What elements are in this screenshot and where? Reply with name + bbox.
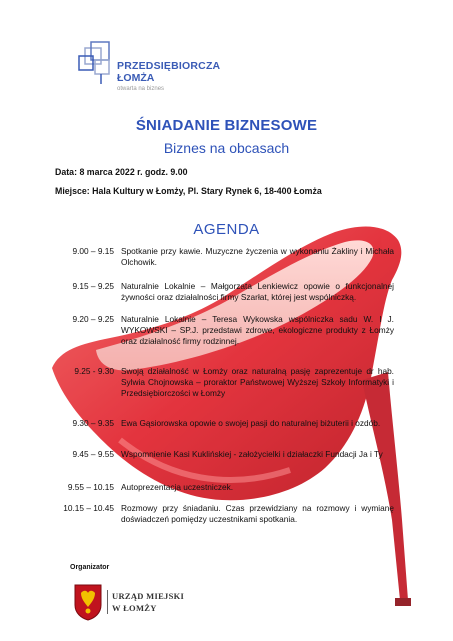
logo-tagline: otwarta na biznes bbox=[117, 86, 165, 92]
agenda-time: 9.55 – 10.15 bbox=[67, 482, 114, 492]
event-title: ŚNIADANIE BIZNESOWE bbox=[135, 117, 318, 134]
agenda-description: Naturalnie Lokalnie – Małgorzata Lenkiewicz opowie o funkcjonalnej żywności oraz działalności firmy Szarłat, której jest wspólniczką. bbox=[121, 281, 394, 302]
event-date: Data: 8 marca 2022 r. godz. 9.00 bbox=[55, 167, 188, 177]
agenda-description: Autoprezentacja uczestniczek. bbox=[121, 482, 234, 492]
organizer-divider bbox=[107, 590, 108, 614]
agenda-time: 9.45 – 9.55 bbox=[72, 449, 114, 459]
agenda-time: 10.15 – 10.45 bbox=[63, 503, 114, 513]
agenda-description: Ewa Gąsiorowska opowie o swojej pasji do naturalnej biżuterii i ozdób. bbox=[121, 418, 381, 428]
agenda-time: 9.30 – 9.35 bbox=[72, 418, 114, 428]
event-place: Miejsce: Hala Kultury w Łomży, Pl. Stary Rynek 6, 18-400 Łomża bbox=[55, 186, 322, 196]
organizer-label: Organizator bbox=[70, 564, 110, 571]
lomza-crest-icon bbox=[73, 583, 103, 621]
agenda-time: 9.25 - 9.30 bbox=[74, 366, 114, 376]
logo-text-line2: ŁOMŻA bbox=[117, 72, 155, 84]
agenda-description: Rozmowy przy śniadaniu. Czas przewidziany na rozmowy i wymianę doświadczeń pomiędzy uczestnikami spotkania. bbox=[121, 503, 394, 524]
przedsiebiorcza-lomza-logo bbox=[77, 38, 227, 98]
logo-text-line1: PRZEDSIĘBIORCZA bbox=[117, 60, 221, 72]
agenda-description: Naturalnie Lokalnie – Teresa Wykowska wspólniczka sadu W. I J. WYKOWSKI – SP.J. przedstawi zdrowe, ekologiczne produkty z Łomży oraz działalność firmy rodzinnej. bbox=[121, 314, 394, 346]
agenda-time: 9.00 – 9.15 bbox=[72, 246, 114, 256]
agenda-time: 9.15 – 9.25 bbox=[72, 281, 114, 291]
agenda-heading: AGENDA bbox=[193, 221, 260, 238]
organizer-name-line2: W ŁOMŻY bbox=[112, 603, 157, 613]
agenda-description: Wspomnienie Kasi Kuklińskiej - założycielki i działaczki Fundacji Ja i Ty bbox=[121, 449, 383, 459]
organizer-name-line1: URZĄD MIEJSKI bbox=[112, 591, 185, 601]
logo-squares-icon bbox=[77, 38, 117, 84]
agenda-description: Swoją działalność w Łomży oraz naturalną pasję zaprezentuje dr hab. Sylwia Chojnowska – proraktor Państwowej Wyższej Szkoły Informatyki i Przedsiębiorczości w Łomży bbox=[121, 366, 394, 398]
event-subtitle: Biznes na obcasach bbox=[163, 140, 290, 156]
agenda-description: Spotkanie przy kawie. Muzyczne życzenia w wykonaniu Żakliny i Michała Olchowik. bbox=[121, 246, 394, 267]
agenda-time: 9.20 – 9.25 bbox=[72, 314, 114, 324]
